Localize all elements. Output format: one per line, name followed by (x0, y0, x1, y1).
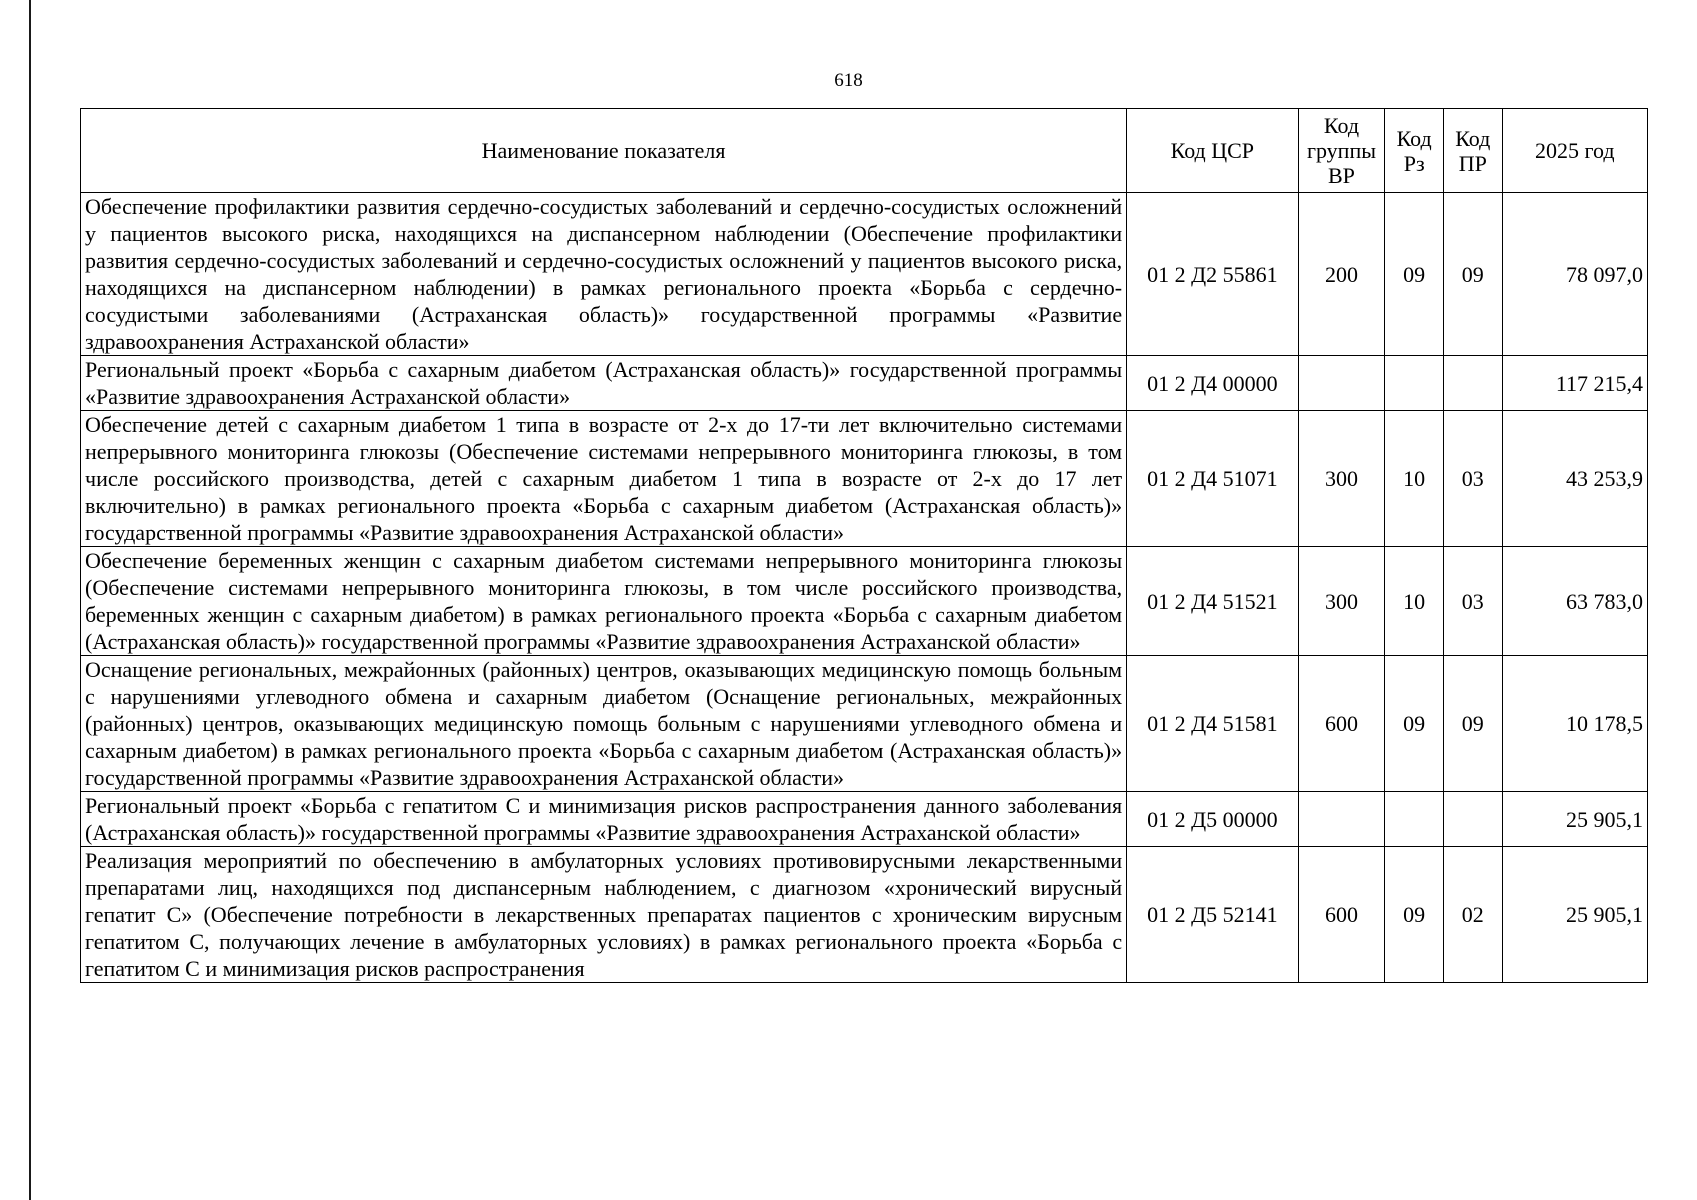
row-pr (1443, 792, 1502, 847)
header-group: Код группы ВР (1298, 109, 1385, 193)
header-name: Наименование показателя (81, 109, 1127, 193)
header-rz: Код Рз (1385, 109, 1444, 193)
budget-table (80, 108, 1648, 983)
table-row (81, 547, 1648, 656)
row-pr: 09 (1443, 656, 1502, 792)
row-group: 300 (1298, 411, 1385, 547)
row-amount: 63 783,0 (1502, 547, 1647, 656)
row-pr (1443, 356, 1502, 411)
row-rz: 10 (1385, 547, 1444, 656)
row-code: 01 2 Д5 52141 (1127, 847, 1298, 983)
row-code: 01 2 Д4 51071 (1127, 411, 1298, 547)
row-amount: 25 905,1 (1502, 847, 1647, 983)
row-name: Региональный проект «Борьба с гепатитом С и минимизация рисков распространения данного заболевания (Астраханская область)» государственной программы «Развитие здравоохранения Астраханской области» (81, 792, 1127, 847)
row-group: 600 (1298, 656, 1385, 792)
row-code: 01 2 Д2 55861 (1127, 193, 1298, 356)
row-group: 600 (1298, 847, 1385, 983)
row-name: Обеспечение беременных женщин с сахарным диабетом системами непрерывного мониторинга глюкозы (Обеспечение системами непрерывного мониторинга глюкозы, в том числе российского производства, беременных женщин с сахарным диабетом) в рамках регионального проекта «Борьба с сахарным диабетом (Астраханская область)» государственной программы «Развитие здравоохранения Астраханской области» (81, 547, 1127, 656)
page-binding-line (29, 0, 31, 1200)
table-row (81, 792, 1648, 847)
header-pr: Код ПР (1443, 109, 1502, 193)
table-row (81, 847, 1648, 983)
row-rz (1385, 792, 1444, 847)
row-amount: 78 097,0 (1502, 193, 1647, 356)
table-row (81, 193, 1648, 356)
row-rz: 10 (1385, 411, 1444, 547)
header-code: Код ЦСР (1127, 109, 1298, 193)
row-amount: 25 905,1 (1502, 792, 1647, 847)
row-rz: 09 (1385, 656, 1444, 792)
row-pr: 09 (1443, 193, 1502, 356)
row-code: 01 2 Д4 51581 (1127, 656, 1298, 792)
row-pr: 02 (1443, 847, 1502, 983)
row-code: 01 2 Д4 51521 (1127, 547, 1298, 656)
row-code: 01 2 Д5 00000 (1127, 792, 1298, 847)
row-code: 01 2 Д4 00000 (1127, 356, 1298, 411)
row-amount: 43 253,9 (1502, 411, 1647, 547)
table-row (81, 356, 1648, 411)
row-name: Оснащение региональных, межрайонных (районных) центров, оказывающих медицинскую помощь больным с нарушениями углеводного обмена и сахарным диабетом (Оснащение региональных, межрайонных (районных) центров, оказывающих медицинскую помощь больным с нарушениями углеводного обмена и сахарным диабетом) в рамках регионального проекта «Борьба с сахарным диабетом (Астраханская область)» государственной программы «Развитие здравоохранения Астраханской области» (81, 656, 1127, 792)
header-year: 2025 год (1502, 109, 1647, 193)
row-rz (1385, 356, 1444, 411)
row-group: 300 (1298, 547, 1385, 656)
row-name: Обеспечение профилактики развития сердечно-сосудистых заболеваний и сердечно-сосудистых осложнений у пациентов высокого риска, находящихся на диспансерном наблюдении (Обеспечение профилактики развития сердечно-сосудистых заболеваний и сердечно-сосудистых осложнений у пациентов высокого риска, находящихся на диспансерном наблюдении) в рамках регионального проекта «Борьба с сердечно-сосудистыми заболеваниями (Астраханская область)» государственной программы «Развитие здравоохранения Астраханской области» (81, 193, 1127, 356)
row-amount: 10 178,5 (1502, 656, 1647, 792)
row-name: Региональный проект «Борьба с сахарным диабетом (Астраханская область)» государственной программы «Развитие здравоохранения Астраханской области» (81, 356, 1127, 411)
row-amount: 117 215,4 (1502, 356, 1647, 411)
row-group (1298, 792, 1385, 847)
row-group (1298, 356, 1385, 411)
table-row (81, 656, 1648, 792)
row-rz: 09 (1385, 847, 1444, 983)
table-row (81, 411, 1648, 547)
row-pr: 03 (1443, 411, 1502, 547)
page-number: 618 (834, 70, 863, 91)
table-header-row (81, 109, 1648, 193)
row-name: Реализация мероприятий по обеспечению в амбулаторных условиях противовирусными лекарственными препаратами лиц, находящихся под диспансерным наблюдением, с диагнозом «хронический вирусный гепатит С» (Обеспечение потребности в лекарственных препаратах пациентов с хроническим вирусным гепатитом С, получающих лечение в амбулаторных условиях) в рамках регионального проекта «Борьба с гепатитом С и минимизация рисков распространения (81, 847, 1127, 983)
row-pr: 03 (1443, 547, 1502, 656)
row-group: 200 (1298, 193, 1385, 356)
row-rz: 09 (1385, 193, 1444, 356)
row-name: Обеспечение детей с сахарным диабетом 1 типа в возрасте от 2-х до 17-ти лет включительно системами непрерывного мониторинга глюкозы (Обеспечение системами непрерывного мониторинга глюкозы, в том числе российского производства, детей с сахарным диабетом 1 типа в возрасте от 2-х до 17 лет включительно) в рамках регионального проекта «Борьба с сахарным диабетом (Астраханская область)» государственной программы «Развитие здравоохранения Астраханской области» (81, 411, 1127, 547)
